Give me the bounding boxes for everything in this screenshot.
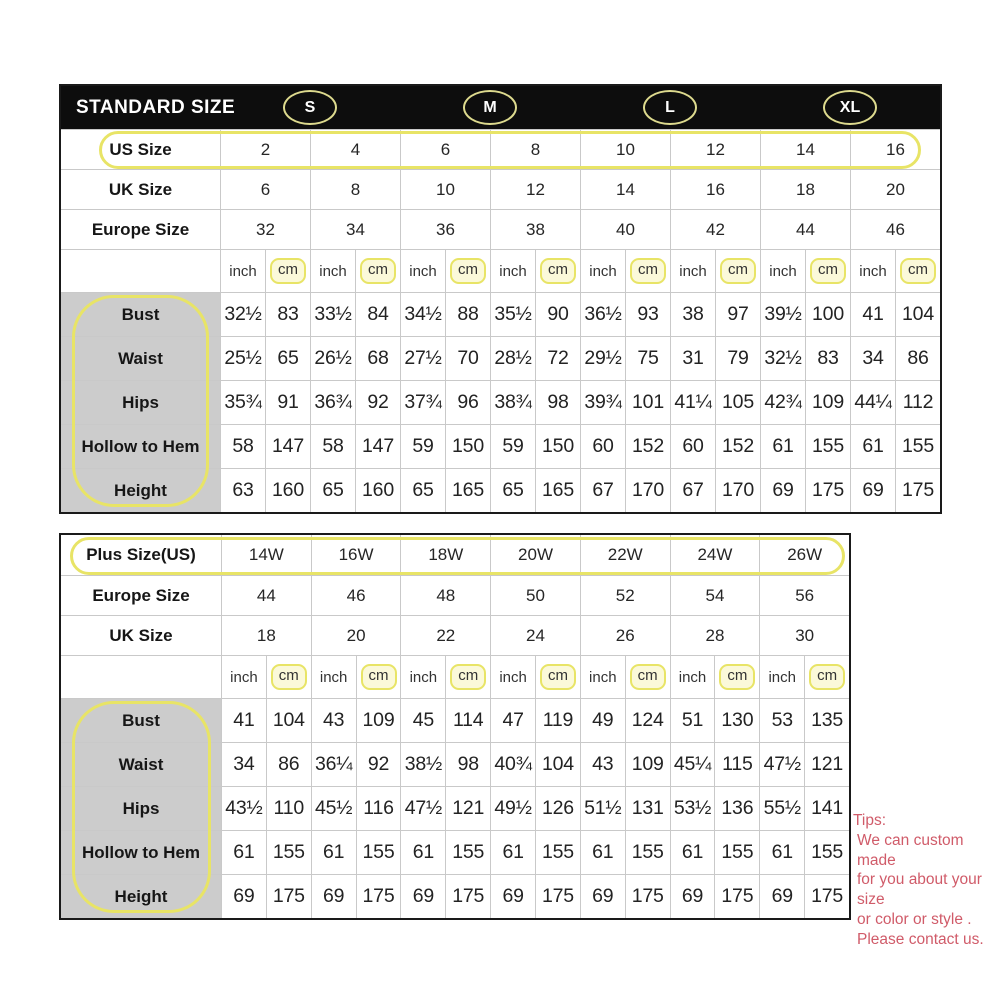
tips-note [853, 811, 998, 950]
unit-inch-label: inch [311, 656, 356, 698]
measurement-label: Waist [61, 743, 221, 786]
measurement-value: 65 [310, 469, 355, 512]
measurement-value: 37¾ [400, 381, 445, 424]
size-value: 24W [670, 535, 760, 575]
size-group-circle-m [463, 90, 517, 125]
cm-highlight-badge: cm [360, 258, 396, 284]
measurement-value: 51 [670, 699, 715, 742]
measurement-value: 98 [445, 743, 490, 786]
unit-inch-label: inch [400, 250, 445, 292]
measurement-value: 47 [490, 699, 535, 742]
measurement-value: 79 [715, 337, 760, 380]
unit-cm-cell [535, 656, 580, 698]
measurement-row [61, 698, 849, 742]
measurement-value: 39½ [760, 293, 805, 336]
size-value: 8 [490, 130, 580, 169]
measurement-value: 70 [445, 337, 490, 380]
measurement-value: 155 [535, 831, 580, 874]
size-value: 32 [220, 210, 310, 249]
measurement-value: 38¾ [490, 381, 535, 424]
measurement-row [61, 292, 940, 336]
cm-highlight-badge: cm [540, 664, 576, 690]
measurement-value: 44¼ [850, 381, 895, 424]
unit-cm-cell [535, 250, 580, 292]
unit-cm-cell [804, 656, 849, 698]
measurement-value: 49 [580, 699, 625, 742]
measurement-value: 29½ [580, 337, 625, 380]
measurement-label: Waist [61, 337, 220, 380]
size-value: 44 [760, 210, 850, 249]
measurement-value: 26½ [310, 337, 355, 380]
size-value: 52 [580, 576, 670, 615]
row-label: US Size [109, 139, 172, 159]
measurement-value: 119 [535, 699, 580, 742]
measurement-value: 25½ [220, 337, 265, 380]
measurement-value: 51½ [580, 787, 625, 830]
size-value: 10 [580, 130, 670, 169]
size-value: 22W [580, 535, 670, 575]
measurement-value: 45 [400, 699, 445, 742]
standard-size-grid [61, 129, 940, 512]
unit-cm-cell [895, 250, 940, 292]
size-value: 40 [580, 210, 670, 249]
standard-size-header-bar [61, 86, 940, 129]
measurement-value: 63 [220, 469, 265, 512]
size-value: 4 [310, 130, 400, 169]
cm-highlight-badge: cm [809, 664, 845, 690]
cm-highlight-badge: cm [540, 258, 576, 284]
measurement-value: 150 [535, 425, 580, 468]
unit-cm-cell [355, 250, 400, 292]
measurement-value: 31 [670, 337, 715, 380]
standard-size-title: STANDARD SIZE [76, 96, 236, 118]
size-value: 36 [400, 210, 490, 249]
measurement-value: 155 [266, 831, 311, 874]
size-row [61, 169, 940, 209]
measurement-value: 55½ [759, 787, 804, 830]
row-label: Plus Size(US) [86, 545, 196, 564]
size-row [61, 575, 849, 615]
measurement-value: 90 [535, 293, 580, 336]
size-value: 38 [490, 210, 580, 249]
unit-row-spacer [61, 656, 221, 698]
measurement-value: 116 [356, 787, 401, 830]
measurement-value: 109 [805, 381, 850, 424]
size-group-label: S [304, 98, 316, 116]
row-label: Europe Size [92, 585, 190, 605]
measurement-value: 67 [670, 469, 715, 512]
unit-inch-label: inch [759, 656, 804, 698]
size-group-circle-s [283, 90, 337, 125]
measurement-value: 69 [580, 875, 625, 918]
measurement-value: 104 [895, 293, 940, 336]
measurement-value: 91 [265, 381, 310, 424]
unit-inch-label: inch [580, 250, 625, 292]
measurement-value: 61 [490, 831, 535, 874]
tips-line: We can custom made [857, 831, 964, 869]
measurement-row [61, 380, 940, 424]
measurement-value: 147 [265, 425, 310, 468]
measurement-value: 33½ [310, 293, 355, 336]
measurement-value: 69 [490, 875, 535, 918]
size-value: 6 [400, 130, 490, 169]
measurement-value: 49½ [490, 787, 535, 830]
measurement-value: 112 [895, 381, 940, 424]
measurement-value: 109 [625, 743, 670, 786]
measurement-row [61, 424, 940, 468]
measurement-value: 152 [625, 425, 670, 468]
size-value: 46 [850, 210, 940, 249]
unit-cm-cell [445, 656, 490, 698]
measurement-value: 155 [895, 425, 940, 468]
tips-title: Tips: [853, 812, 887, 829]
measurement-value: 68 [355, 337, 400, 380]
size-value: 14 [760, 130, 850, 169]
measurement-row [61, 468, 940, 512]
measurement-row [61, 830, 849, 874]
size-value: 26W [759, 535, 849, 575]
measurement-value: 155 [625, 831, 670, 874]
measurement-value: 36¼ [311, 743, 356, 786]
measurement-value: 61 [760, 425, 805, 468]
measurement-value: 170 [715, 469, 760, 512]
measurement-value: 32½ [760, 337, 805, 380]
measurement-value: 36½ [580, 293, 625, 336]
unit-cm-cell [805, 250, 850, 292]
size-value: 56 [759, 576, 849, 615]
measurement-value: 36¾ [310, 381, 355, 424]
plus-size-grid [61, 535, 849, 918]
measurement-row [61, 874, 849, 918]
measurement-value: 59 [400, 425, 445, 468]
measurement-value: 175 [266, 875, 311, 918]
cm-highlight-badge: cm [900, 258, 936, 284]
measurement-value: 135 [804, 699, 849, 742]
size-value: 12 [490, 170, 580, 209]
row-label: UK Size [108, 179, 173, 199]
measurement-value: 86 [895, 337, 940, 380]
unit-inch-label: inch [310, 250, 355, 292]
cm-highlight-badge: cm [720, 258, 756, 284]
size-group-label: M [483, 98, 497, 116]
measurement-value: 160 [265, 469, 310, 512]
measurement-value: 72 [535, 337, 580, 380]
row-label: UK Size [109, 625, 173, 645]
unit-cm-cell [266, 656, 311, 698]
measurement-value: 175 [625, 875, 670, 918]
measurement-value: 41 [221, 699, 266, 742]
cm-highlight-badge: cm [450, 258, 486, 284]
size-value: 54 [670, 576, 760, 615]
unit-cm-cell [714, 656, 759, 698]
row-label: Europe Size [91, 219, 190, 239]
measurement-value: 175 [804, 875, 849, 918]
measurement-value: 65 [490, 469, 535, 512]
measurement-label: Bust [61, 699, 221, 742]
unit-cm-cell [715, 250, 760, 292]
measurement-label: Hollow to Hem [61, 425, 220, 468]
unit-cm-cell [356, 656, 401, 698]
measurement-value: 40¾ [490, 743, 535, 786]
measurement-value: 67 [580, 469, 625, 512]
size-value: 44 [221, 576, 311, 615]
measurement-value: 155 [356, 831, 401, 874]
measurement-value: 38 [670, 293, 715, 336]
unit-inch-label: inch [850, 250, 895, 292]
measurement-value: 65 [265, 337, 310, 380]
measurement-value: 53½ [670, 787, 715, 830]
measurement-value: 61 [221, 831, 266, 874]
measurement-value: 61 [850, 425, 895, 468]
measurement-value: 35½ [490, 293, 535, 336]
measurement-value: 69 [311, 875, 356, 918]
measurement-value: 61 [311, 831, 356, 874]
unit-inch-label: inch [670, 656, 715, 698]
size-value: 26 [580, 616, 670, 655]
size-value: 42 [670, 210, 760, 249]
measurement-value: 121 [445, 787, 490, 830]
unit-row [61, 655, 849, 698]
measurement-value: 175 [714, 875, 759, 918]
size-value: 34 [310, 210, 400, 249]
measurement-value: 101 [625, 381, 670, 424]
measurement-value: 69 [400, 875, 445, 918]
unit-inch-label: inch [220, 250, 265, 292]
measurement-label: Height [61, 469, 220, 512]
cm-highlight-badge: cm [270, 258, 306, 284]
measurement-value: 175 [445, 875, 490, 918]
measurement-value: 136 [714, 787, 759, 830]
tips-line: or color or style . [857, 910, 972, 928]
measurement-value: 155 [805, 425, 850, 468]
tips-line: Please contact us. [857, 930, 984, 948]
cm-highlight-badge: cm [719, 664, 755, 690]
size-value: 30 [759, 616, 849, 655]
measurement-value: 27½ [400, 337, 445, 380]
size-value: 50 [490, 576, 580, 615]
measurement-value: 35¾ [220, 381, 265, 424]
measurement-value: 47½ [400, 787, 445, 830]
measurement-value: 110 [266, 787, 311, 830]
measurement-value: 100 [805, 293, 850, 336]
size-value: 20W [490, 535, 580, 575]
size-value: 6 [220, 170, 310, 209]
standard-size-table [59, 84, 942, 514]
measurement-value: 147 [355, 425, 400, 468]
measurement-value: 92 [356, 743, 401, 786]
measurement-value: 104 [535, 743, 580, 786]
measurement-value: 124 [625, 699, 670, 742]
tips-line: for you about your size [857, 871, 982, 909]
size-value: 18 [221, 616, 311, 655]
measurement-value: 130 [714, 699, 759, 742]
measurement-value: 155 [445, 831, 490, 874]
size-value: 10 [400, 170, 490, 209]
measurement-value: 53 [759, 699, 804, 742]
measurement-value: 83 [265, 293, 310, 336]
measurement-value: 60 [670, 425, 715, 468]
size-value: 2 [220, 130, 310, 169]
size-row [61, 615, 849, 655]
measurement-value: 175 [356, 875, 401, 918]
cm-highlight-badge: cm [630, 258, 666, 284]
measurement-label: Height [61, 875, 221, 918]
cm-highlight-badge: cm [810, 258, 846, 284]
measurement-value: 105 [715, 381, 760, 424]
measurement-value: 69 [760, 469, 805, 512]
measurement-value: 43½ [221, 787, 266, 830]
measurement-value: 75 [625, 337, 670, 380]
size-group-circle-xl [823, 90, 877, 125]
unit-inch-label: inch [490, 250, 535, 292]
measurement-value: 104 [266, 699, 311, 742]
measurement-value: 150 [445, 425, 490, 468]
size-value: 20 [311, 616, 401, 655]
measurement-value: 97 [715, 293, 760, 336]
measurement-value: 58 [310, 425, 355, 468]
measurement-value: 152 [715, 425, 760, 468]
measurement-value: 170 [625, 469, 670, 512]
measurement-value: 96 [445, 381, 490, 424]
measurement-value: 43 [580, 743, 625, 786]
size-value: 16W [311, 535, 401, 575]
size-value: 22 [400, 616, 490, 655]
measurement-row [61, 742, 849, 786]
measurement-value: 41¼ [670, 381, 715, 424]
cm-highlight-badge: cm [630, 664, 666, 690]
measurement-value: 38½ [400, 743, 445, 786]
measurement-value: 45½ [311, 787, 356, 830]
size-value: 20 [850, 170, 940, 209]
unit-inch-label: inch [760, 250, 805, 292]
measurement-label: Bust [61, 293, 220, 336]
measurement-value: 32½ [220, 293, 265, 336]
size-group-label: L [665, 98, 675, 116]
measurement-value: 39¾ [580, 381, 625, 424]
unit-inch-label: inch [221, 656, 266, 698]
measurement-value: 65 [400, 469, 445, 512]
measurement-value: 60 [580, 425, 625, 468]
cm-highlight-badge: cm [271, 664, 307, 690]
measurement-value: 69 [670, 875, 715, 918]
unit-cm-cell [265, 250, 310, 292]
size-value: 16 [850, 130, 940, 169]
size-value: 18 [760, 170, 850, 209]
unit-row-spacer [61, 250, 220, 292]
measurement-label: Hips [61, 381, 220, 424]
measurement-value: 43 [311, 699, 356, 742]
measurement-value: 59 [490, 425, 535, 468]
measurement-value: 92 [355, 381, 400, 424]
unit-inch-label: inch [400, 656, 445, 698]
measurement-value: 93 [625, 293, 670, 336]
unit-inch-label: inch [670, 250, 715, 292]
size-row [61, 129, 940, 169]
measurement-label: Hollow to Hem [61, 831, 221, 874]
measurement-value: 34½ [400, 293, 445, 336]
measurement-value: 126 [535, 787, 580, 830]
unit-row [61, 249, 940, 292]
measurement-value: 175 [895, 469, 940, 512]
measurement-value: 115 [714, 743, 759, 786]
measurement-value: 131 [625, 787, 670, 830]
measurement-value: 141 [804, 787, 849, 830]
measurement-value: 121 [804, 743, 849, 786]
measurement-value: 88 [445, 293, 490, 336]
unit-cm-cell [625, 656, 670, 698]
size-value: 18W [400, 535, 490, 575]
measurement-value: 175 [535, 875, 580, 918]
measurement-value: 114 [445, 699, 490, 742]
size-value: 16 [670, 170, 760, 209]
cm-highlight-badge: cm [450, 664, 486, 690]
measurement-value: 34 [850, 337, 895, 380]
size-row [61, 209, 940, 249]
unit-inch-label: inch [490, 656, 535, 698]
measurement-value: 61 [670, 831, 715, 874]
size-value: 14 [580, 170, 670, 209]
measurement-value: 69 [850, 469, 895, 512]
measurement-label: Hips [61, 787, 221, 830]
measurement-value: 61 [580, 831, 625, 874]
size-value: 8 [310, 170, 400, 209]
unit-cm-cell [445, 250, 490, 292]
measurement-value: 83 [805, 337, 850, 380]
size-value: 46 [311, 576, 401, 615]
size-value: 14W [221, 535, 311, 575]
measurement-value: 69 [759, 875, 804, 918]
measurement-row [61, 786, 849, 830]
measurement-value: 28½ [490, 337, 535, 380]
measurement-value: 109 [356, 699, 401, 742]
plus-size-table [59, 533, 851, 920]
measurement-value: 41 [850, 293, 895, 336]
measurement-value: 84 [355, 293, 400, 336]
measurement-value: 42¾ [760, 381, 805, 424]
measurement-value: 86 [266, 743, 311, 786]
measurement-value: 155 [804, 831, 849, 874]
size-value: 48 [400, 576, 490, 615]
measurement-value: 61 [759, 831, 804, 874]
measurement-value: 58 [220, 425, 265, 468]
measurement-value: 34 [221, 743, 266, 786]
measurement-value: 61 [400, 831, 445, 874]
size-group-label: XL [839, 98, 861, 116]
measurement-value: 160 [355, 469, 400, 512]
unit-inch-label: inch [580, 656, 625, 698]
measurement-value: 69 [221, 875, 266, 918]
size-group-circle-l [643, 90, 697, 125]
size-row [61, 535, 849, 575]
size-value: 24 [490, 616, 580, 655]
measurement-value: 165 [535, 469, 580, 512]
measurement-value: 98 [535, 381, 580, 424]
measurement-row [61, 336, 940, 380]
measurement-value: 165 [445, 469, 490, 512]
measurement-value: 47½ [759, 743, 804, 786]
unit-cm-cell [625, 250, 670, 292]
measurement-value: 45¼ [670, 743, 715, 786]
size-value: 12 [670, 130, 760, 169]
size-value: 28 [670, 616, 760, 655]
measurement-value: 155 [714, 831, 759, 874]
measurement-value: 175 [805, 469, 850, 512]
cm-highlight-badge: cm [361, 664, 397, 690]
